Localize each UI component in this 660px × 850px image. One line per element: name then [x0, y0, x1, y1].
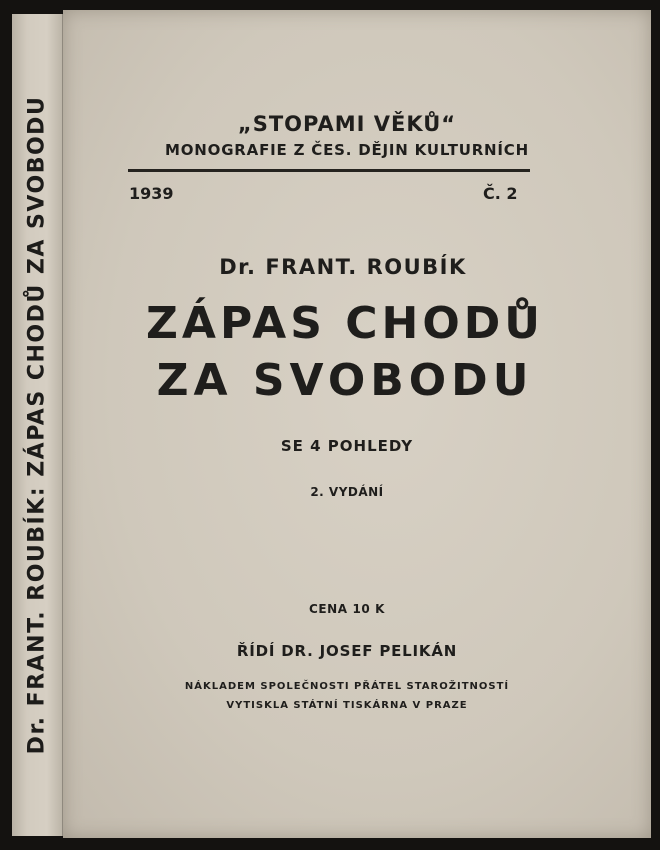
publication-year: 1939 — [129, 184, 174, 203]
plates-note: SE 4 POHLEDY — [280, 437, 414, 455]
spine-title: Dr. FRANT. ROUBÍK: ZÁPAS CHODŮ ZA SVOBODU — [24, 95, 50, 755]
author-name: Dr. FRANT. ROUBÍK — [219, 255, 467, 279]
publisher-line-1: NÁKLADEM SPOLEČNOSTI PŘÁTEL STAROŽITNOSTÍ — [184, 681, 510, 692]
book-title-line-1: ZÁPAS CHODŮ — [146, 298, 544, 349]
edition-note: 2. VYDÁNÍ — [310, 485, 384, 499]
front-cover — [63, 10, 651, 838]
price-label: CENA 10 K — [308, 602, 386, 616]
book-spine — [12, 14, 63, 836]
editor-credit: ŘÍDÍ DR. JOSEF PELIKÁN — [236, 642, 458, 660]
divider-rule — [128, 169, 530, 172]
series-title: „STOPAMI VĚKŮ“ — [237, 112, 457, 136]
issue-number: Č. 2 — [483, 184, 518, 203]
book-title-line-2: ZA SVOBODU — [156, 355, 534, 406]
series-subtitle: MONOGRAFIE Z ČES. DĚJIN KULTURNÍCH — [165, 141, 529, 159]
publisher-line-2: VYTISKLA STÁTNÍ TISKÁRNA V PRAZE — [226, 700, 468, 711]
